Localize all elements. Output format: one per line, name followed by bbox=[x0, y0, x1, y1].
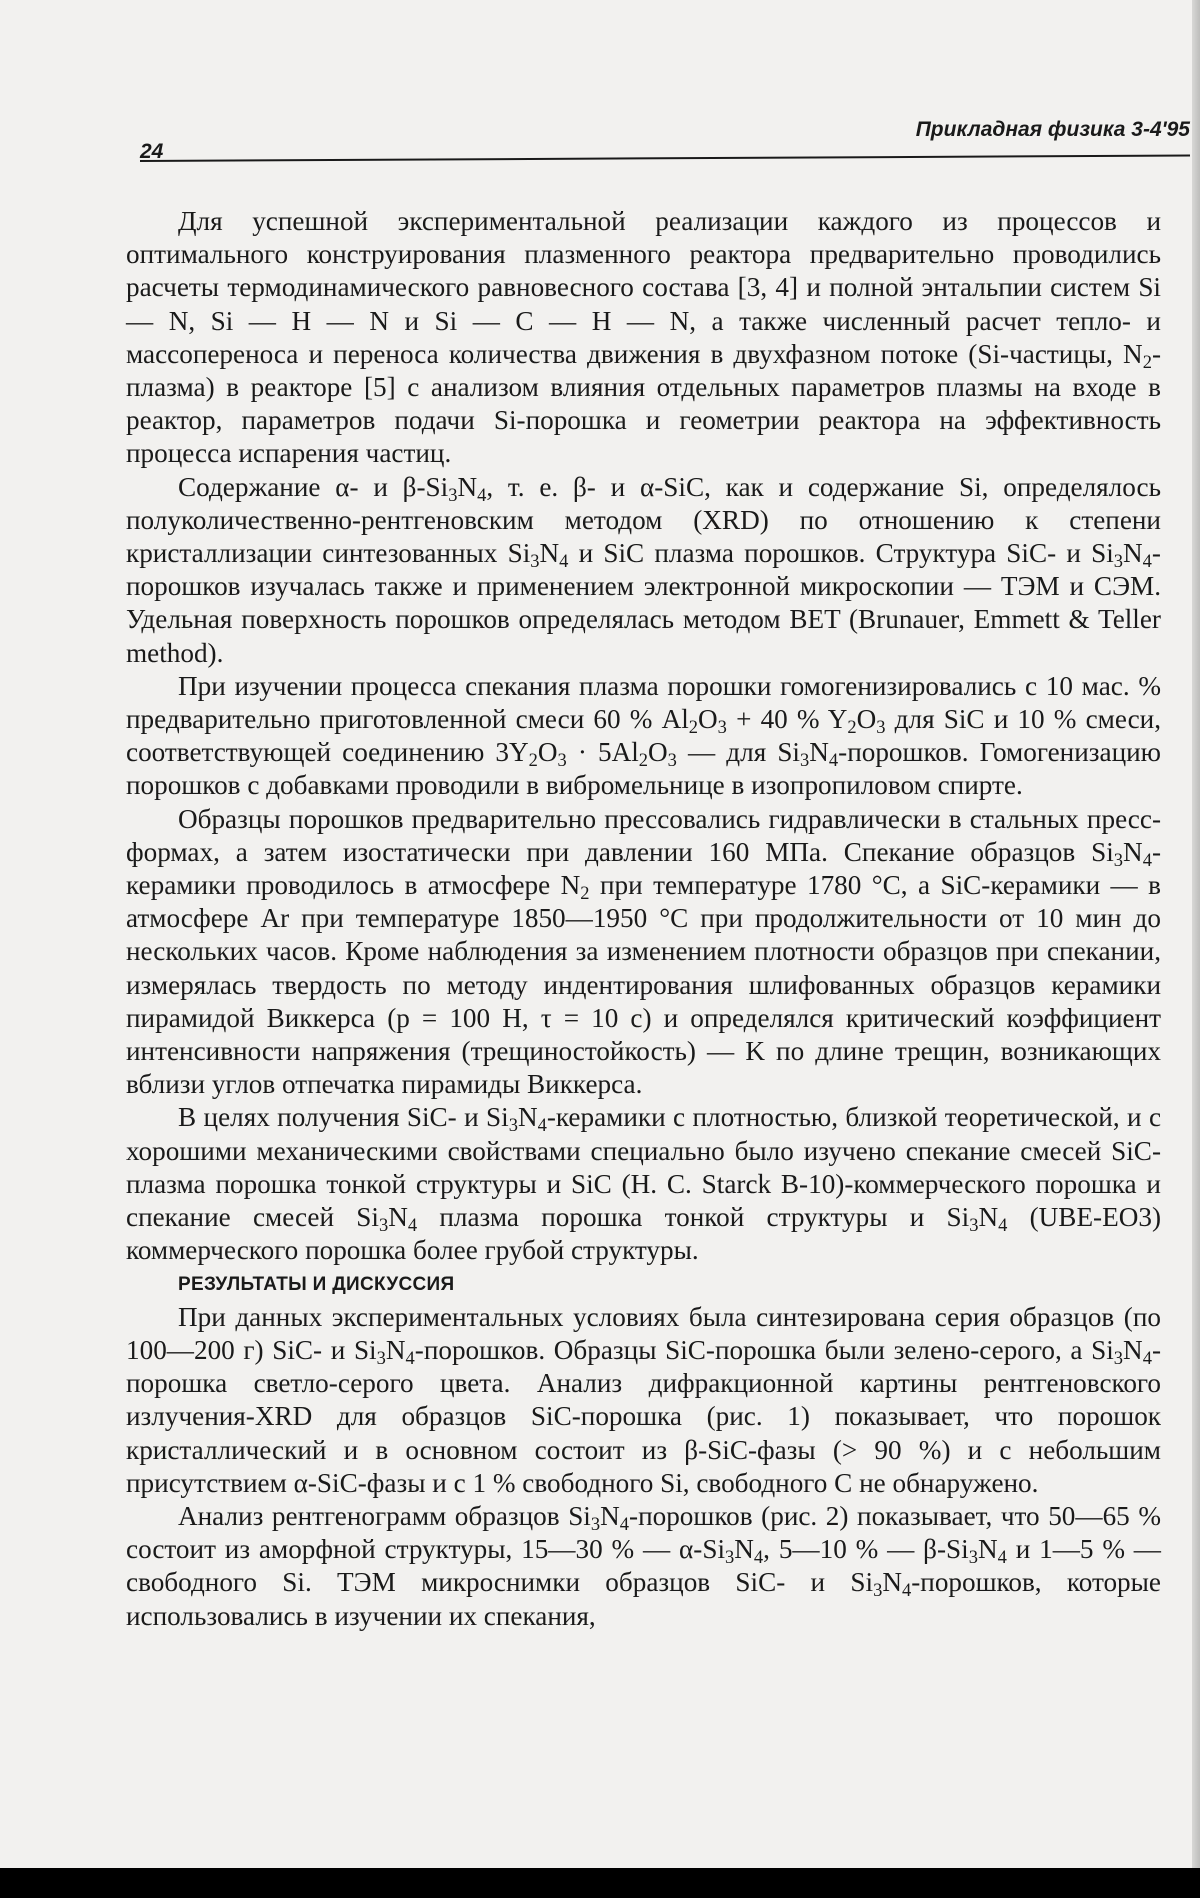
text-span: Образцы порошков предварительно прессовались гидравлически в стальных пресс-формах, а затем изостатически при давлении 160 МПа. Спекание образцов Si bbox=[126, 803, 1161, 867]
subscript: 3 bbox=[969, 1215, 979, 1236]
article-body bbox=[126, 205, 1161, 1633]
subscript: 3 bbox=[725, 1547, 735, 1568]
text-span: -плазма) в реакторе [5] с анализом влияния отдельных параметров плазмы на входе в реактор, параметров подачи Si-порошка и геометрии реактора на эффективность процесса испарения частиц. bbox=[126, 338, 1161, 469]
text-span: -порошков, которые использовались в изучении их спекания, bbox=[126, 1567, 1161, 1631]
text-span: N bbox=[385, 1334, 406, 1365]
subscript: 3 bbox=[1113, 850, 1124, 871]
text-span: плазма порошка тонкой структуры и Si bbox=[417, 1202, 970, 1233]
paragraph-5 bbox=[126, 1101, 1161, 1267]
text-span: -керамики проводилось в атмосфере N bbox=[126, 836, 1161, 901]
text-span: N bbox=[1123, 1334, 1143, 1365]
page-number: 24 bbox=[140, 140, 164, 163]
text-span: O bbox=[698, 704, 718, 735]
paragraph-3 bbox=[126, 670, 1161, 803]
text-span: N bbox=[517, 1102, 538, 1133]
subscript: 4 bbox=[998, 1215, 1008, 1236]
subscript: 3 bbox=[667, 750, 677, 771]
text-span: , т. е. β- и α-SiC, как и содержание Si, определялось полуколичественно-рентгеновским методом (XRD) по отношению к степени кристаллизации синтезованных Si bbox=[126, 471, 1161, 569]
text-span: · 5Al bbox=[566, 737, 639, 768]
text-span: и SiC плазма порошков. Структура SiC- и Si bbox=[568, 538, 1114, 569]
text-span: N bbox=[734, 1534, 754, 1565]
text-span: N bbox=[388, 1202, 408, 1233]
text-span: O bbox=[537, 737, 558, 768]
text-span: N bbox=[809, 737, 829, 768]
subscript: 2 bbox=[580, 883, 590, 904]
text-span: -порошков. Гомогенизацию порошков с добавками проводили в вибромельнице в изопропиловом спирте. bbox=[126, 737, 1161, 801]
subscript: 4 bbox=[1142, 850, 1152, 871]
subscript: 4 bbox=[997, 1547, 1007, 1568]
subscript: 4 bbox=[477, 484, 487, 505]
journal-title: Прикладная физика 3-4'95 bbox=[915, 118, 1190, 141]
subscript: 4 bbox=[405, 1348, 415, 1369]
subscript: 3 bbox=[557, 750, 567, 771]
subscript: 3 bbox=[376, 1348, 386, 1369]
text-span: для SiC и 10 % смеси, соответствующей соединению 3Y bbox=[126, 704, 1162, 768]
subscript: 3 bbox=[800, 750, 810, 771]
subscript: 3 bbox=[508, 1115, 518, 1136]
subscript: 3 bbox=[590, 1514, 601, 1535]
subscript: 3 bbox=[717, 717, 727, 738]
text-span: -порошков изучалась также и применением электронной микроскопии — ТЭМ и СЭМ. Удельная поверхность порошков определялась методом BET (Brunauer, Emmett & Teller method). bbox=[126, 538, 1161, 668]
subscript: 3 bbox=[1113, 551, 1124, 572]
text-span: N bbox=[882, 1567, 902, 1598]
subscript: 4 bbox=[753, 1547, 764, 1568]
text-span: (UBE-EO3) коммерческого порошка более грубой структуры. bbox=[126, 1202, 1161, 1266]
text-span: N bbox=[1123, 538, 1143, 569]
page-edge-shadow bbox=[1192, 0, 1200, 1868]
text-span: -порошков. Образцы SiC-порошка были зелено-серого, а Si bbox=[414, 1334, 1114, 1365]
subscript: 3 bbox=[378, 1215, 389, 1236]
paragraph-1 bbox=[126, 205, 1161, 471]
text-span: N bbox=[1123, 836, 1143, 867]
paragraph-2 bbox=[126, 471, 1161, 670]
text-span: Содержание α- и β-Si bbox=[178, 471, 449, 502]
subscript: 2 bbox=[528, 750, 538, 771]
paragraph-6 bbox=[126, 1301, 1161, 1500]
subscript: 3 bbox=[876, 717, 886, 738]
text-span: -порошков (рис. 2) показывает, что 50—65 % состоит из аморфной структуры, 15—30 % — α-Si bbox=[126, 1500, 1161, 1565]
subscript: 2 bbox=[638, 750, 649, 771]
paragraph-7 bbox=[126, 1500, 1161, 1633]
subscript: 2 bbox=[847, 717, 857, 738]
text-span: при температуре 1780 °С, а SiC-керамики — в атмосфере Ar при температуре 1850—1950 °С при продолжительности от 10 мин до нескольких часов. Кроме наблюдения за изменением плотности образцов при спекании, измерялась твердость по методу индентирования шлифованных образцов керамики пирамидой Виккерса (p = 100 Н, τ = 10 с) и определялся критический коэффициент интенсивности напряжения (трещиностойкость) — K по длине трещин, возникающих вблизи углов отпечатка пирамиды Виккерса. bbox=[126, 870, 1161, 1100]
text-span: В целях получения SiC- и Si bbox=[178, 1102, 509, 1133]
subscript: 4 bbox=[537, 1115, 547, 1136]
subscript: 3 bbox=[530, 551, 540, 572]
section-title: РЕЗУЛЬТАТЫ И ДИСКУССИЯ bbox=[178, 1273, 455, 1295]
text-span: При изучении процесса спекания плазма порошки гомогенизировались с 10 мас. % предварительно приготовленной смеси 60 % Al bbox=[126, 670, 1161, 735]
text-span: N bbox=[600, 1500, 620, 1531]
paragraph-4 bbox=[126, 803, 1161, 1102]
text-span: N bbox=[978, 1202, 999, 1233]
text-span: Для успешной экспериментальной реализации каждого из процессов и оптимального конструирования плазменного реактора предварительно проводились расчеты термодинамического равновесного состава [3, 4] и полной энтальпии систем Si — N, Si — H — N и Si — C — H — N, а также численный расчет тепло- и массопереноса и переноса количества движения в двухфазном потоке (Si-частицы, N bbox=[126, 206, 1161, 369]
text-span: N bbox=[977, 1534, 998, 1565]
text-span: O bbox=[856, 704, 877, 735]
text-span: — для Si bbox=[676, 737, 800, 768]
subscript: 3 bbox=[968, 1547, 978, 1568]
subscript: 4 bbox=[828, 750, 839, 771]
text-span: -керамики с плотностью, близкой теоретической, и с хорошими механическими свойствами специально было изучено спекание смесей SiC-плазма порошка тонкой структуры и SiC (H. C. Starck B-10)-коммерческого порошка и спекание смесей Si bbox=[126, 1102, 1162, 1233]
subscript: 4 bbox=[559, 551, 569, 572]
subscript: 4 bbox=[619, 1514, 630, 1535]
text-span: Анализ рентгенограмм образцов Si bbox=[178, 1500, 591, 1531]
text-span: При данных экспериментальных условиях была синтезирована серия образцов (по 100—200 г) SiC- и Si bbox=[126, 1301, 1161, 1365]
text-span: O bbox=[648, 737, 668, 768]
text-span: и 1—5 % — свободного Si. ТЭМ микроснимки образцов SiC- и Si bbox=[126, 1534, 1161, 1598]
text-span: -порошка светло-серого цвета. Анализ дифракционной картины рентгеновского излучения-XRD для образцов SiC-порошка (рис. 1) показывает, что порошок кристаллический и в основном состоит из β-SiC-фазы (> 90 %) и с небольшим присутствием α-SiC-фазы и с 1 % свободного Si, свободного C не обнаружено. bbox=[126, 1334, 1161, 1498]
subscript: 3 bbox=[448, 484, 458, 505]
text-span: N bbox=[457, 471, 478, 502]
text-span: , 5—10 % — β-Si bbox=[763, 1534, 969, 1565]
text-span: + 40 % Y bbox=[726, 704, 848, 735]
text-span: N bbox=[539, 538, 560, 569]
subscript: 4 bbox=[407, 1215, 418, 1236]
subscript: 4 bbox=[1142, 551, 1152, 572]
subscript: 4 bbox=[901, 1580, 912, 1601]
subscript: 3 bbox=[1113, 1348, 1124, 1369]
subscript: 2 bbox=[1142, 351, 1152, 372]
subscript: 3 bbox=[873, 1580, 883, 1601]
subscript: 4 bbox=[1142, 1348, 1152, 1369]
subscript: 2 bbox=[688, 717, 699, 738]
